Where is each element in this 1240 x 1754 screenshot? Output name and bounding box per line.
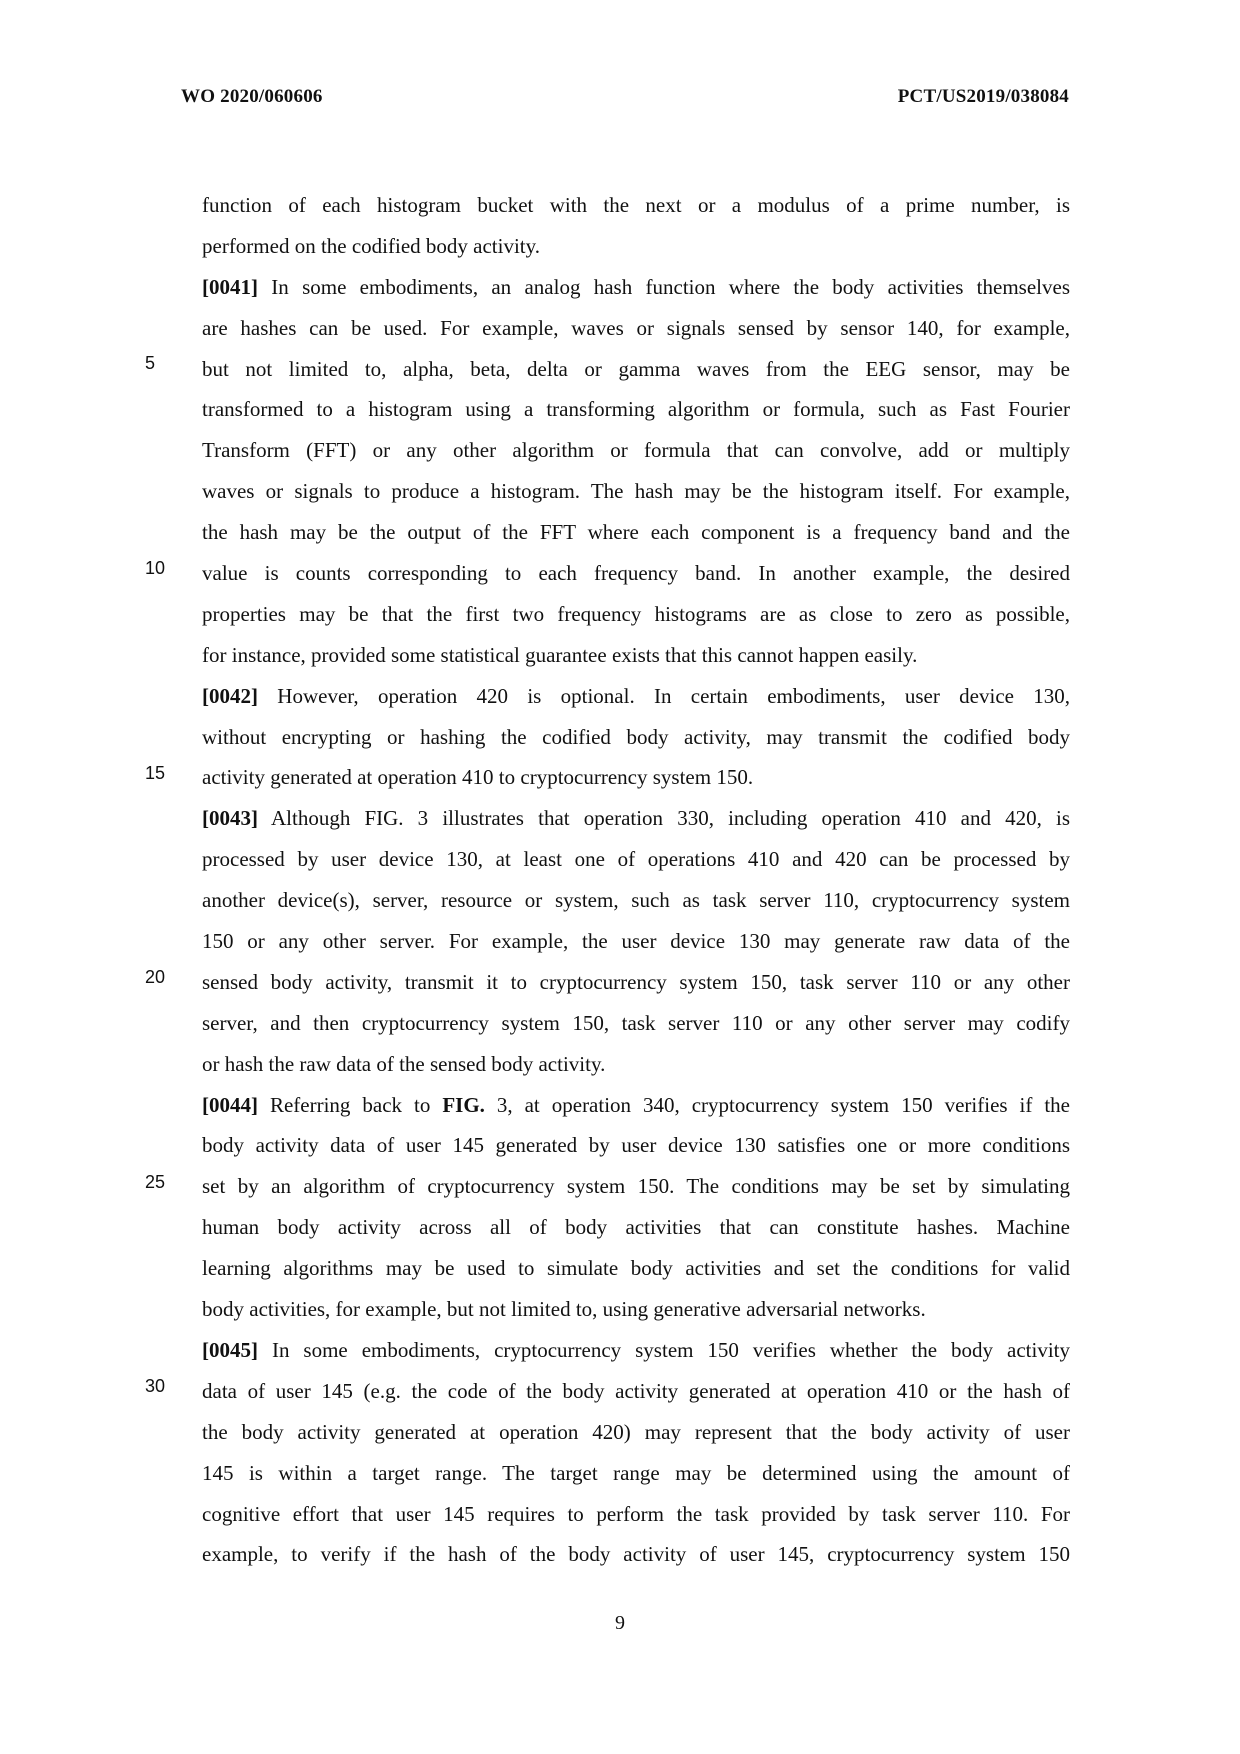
application-number: PCT/US2019/038084 — [897, 86, 1069, 107]
text-line: body activity data of user 145 generated by user device 130 satisfies one or more conditions — [202, 1133, 1070, 1158]
text-line: 150 or any other server. For example, the user device 130 may generate raw data of the — [202, 929, 1070, 954]
text-line: activity generated at operation 410 to cryptocurrency system 150. — [202, 765, 754, 790]
text-line: transformed to a histogram using a transforming algorithm or formula, such as Fast Fourier — [202, 397, 1070, 422]
text-line: for instance, provided some statistical guarantee exists that this cannot happen easily. — [202, 642, 918, 667]
text-line: cognitive effort that user 145 requires to perform the task provided by task server 110. For — [202, 1501, 1070, 1526]
paragraph-0044-start: [0044] Referring back to FIG. 3, at operation 340, cryptocurrency system 150 verifies if the — [202, 1092, 1070, 1117]
text-line: the hash may be the output of the FFT where each component is a frequency band and the — [202, 520, 1070, 545]
text-line: properties may be that the first two frequency histograms are as close to zero as possible, — [202, 601, 1070, 626]
publication-number: WO 2020/060606 — [181, 86, 323, 107]
line-number-5: 5 — [145, 353, 156, 373]
line-number-10: 10 — [145, 558, 166, 578]
text-line: server, and then cryptocurrency system 150, task server 110 or any other server may codify — [202, 1010, 1070, 1035]
text-line: value is counts corresponding to each frequency band. In another example, the desired — [202, 561, 1070, 586]
paragraph-number: [0043] — [202, 806, 258, 831]
text-line: waves or signals to produce a histogram. The hash may be the histogram itself. For example, — [202, 479, 1070, 504]
text-line: human body activity across all of body activities that can constitute hashes. Machine — [202, 1215, 1070, 1240]
line-number-20: 20 — [145, 967, 166, 987]
text-line: data of user 145 (e.g. the code of the body activity generated at operation 410 or the hash of — [202, 1378, 1070, 1403]
text-line: are hashes can be used. For example, waves or signals sensed by sensor 140, for example, — [202, 315, 1070, 340]
text-line: without encrypting or hashing the codified body activity, may transmit the codified body — [202, 724, 1070, 749]
text-line: the body activity generated at operation 420) may represent that the body activity of user — [202, 1419, 1070, 1444]
text-line: performed on the codified body activity. — [202, 233, 541, 258]
paragraph-number: [0041] — [202, 274, 258, 299]
paragraph-0043-start: [0043] Although FIG. 3 illustrates that operation 330, including operation 410 and 420, is — [202, 806, 1070, 831]
line-number-25: 25 — [145, 1172, 166, 1192]
figure-reference: FIG. — [442, 1092, 485, 1117]
text-line: set by an algorithm of cryptocurrency system 150. The conditions may be set by simulating — [202, 1174, 1070, 1199]
paragraph-0045-start: [0045] In some embodiments, cryptocurrency system 150 verifies whether the body activity — [202, 1337, 1070, 1362]
text-line: or hash the raw data of the sensed body activity. — [202, 1051, 606, 1076]
text-line: example, to verify if the hash of the body activity of user 145, cryptocurrency system 150 — [202, 1542, 1070, 1567]
body-text — [202, 185, 1070, 1575]
text-line: but not limited to, alpha, beta, delta or gamma waves from the EEG sensor, may be — [202, 356, 1070, 381]
text-line: 145 is within a target range. The target range may be determined using the amount of — [202, 1460, 1070, 1485]
line-number-15: 15 — [145, 763, 166, 783]
paragraph-number: [0042] — [202, 683, 258, 708]
text-line: body activities, for example, but not limited to, using generative adversarial networks. — [202, 1297, 926, 1322]
paragraph-0041-start: [0041] In some embodiments, an analog hash function where the body activities themselves — [202, 274, 1070, 299]
text-line: sensed body activity, transmit it to cryptocurrency system 150, task server 110 or any other — [202, 969, 1070, 994]
text-line: processed by user device 130, at least one of operations 410 and 420 can be processed by — [202, 847, 1070, 872]
paragraph-0042-start: [0042] However, operation 420 is optional. In certain embodiments, user device 130, — [202, 683, 1070, 708]
text-line: function of each histogram bucket with the next or a modulus of a prime number, is — [202, 193, 1070, 217]
text-line: learning algorithms may be used to simulate body activities and set the conditions for valid — [202, 1256, 1070, 1281]
line-number-30: 30 — [145, 1376, 166, 1396]
page-number: 9 — [615, 1612, 625, 1634]
paragraph-number: [0045] — [202, 1337, 258, 1362]
text-line: Transform (FFT) or any other algorithm or formula that can convolve, add or multiply — [202, 438, 1070, 463]
paragraph-number: [0044] — [202, 1092, 258, 1117]
text-line: another device(s), server, resource or system, such as task server 110, cryptocurrency system — [202, 888, 1070, 913]
